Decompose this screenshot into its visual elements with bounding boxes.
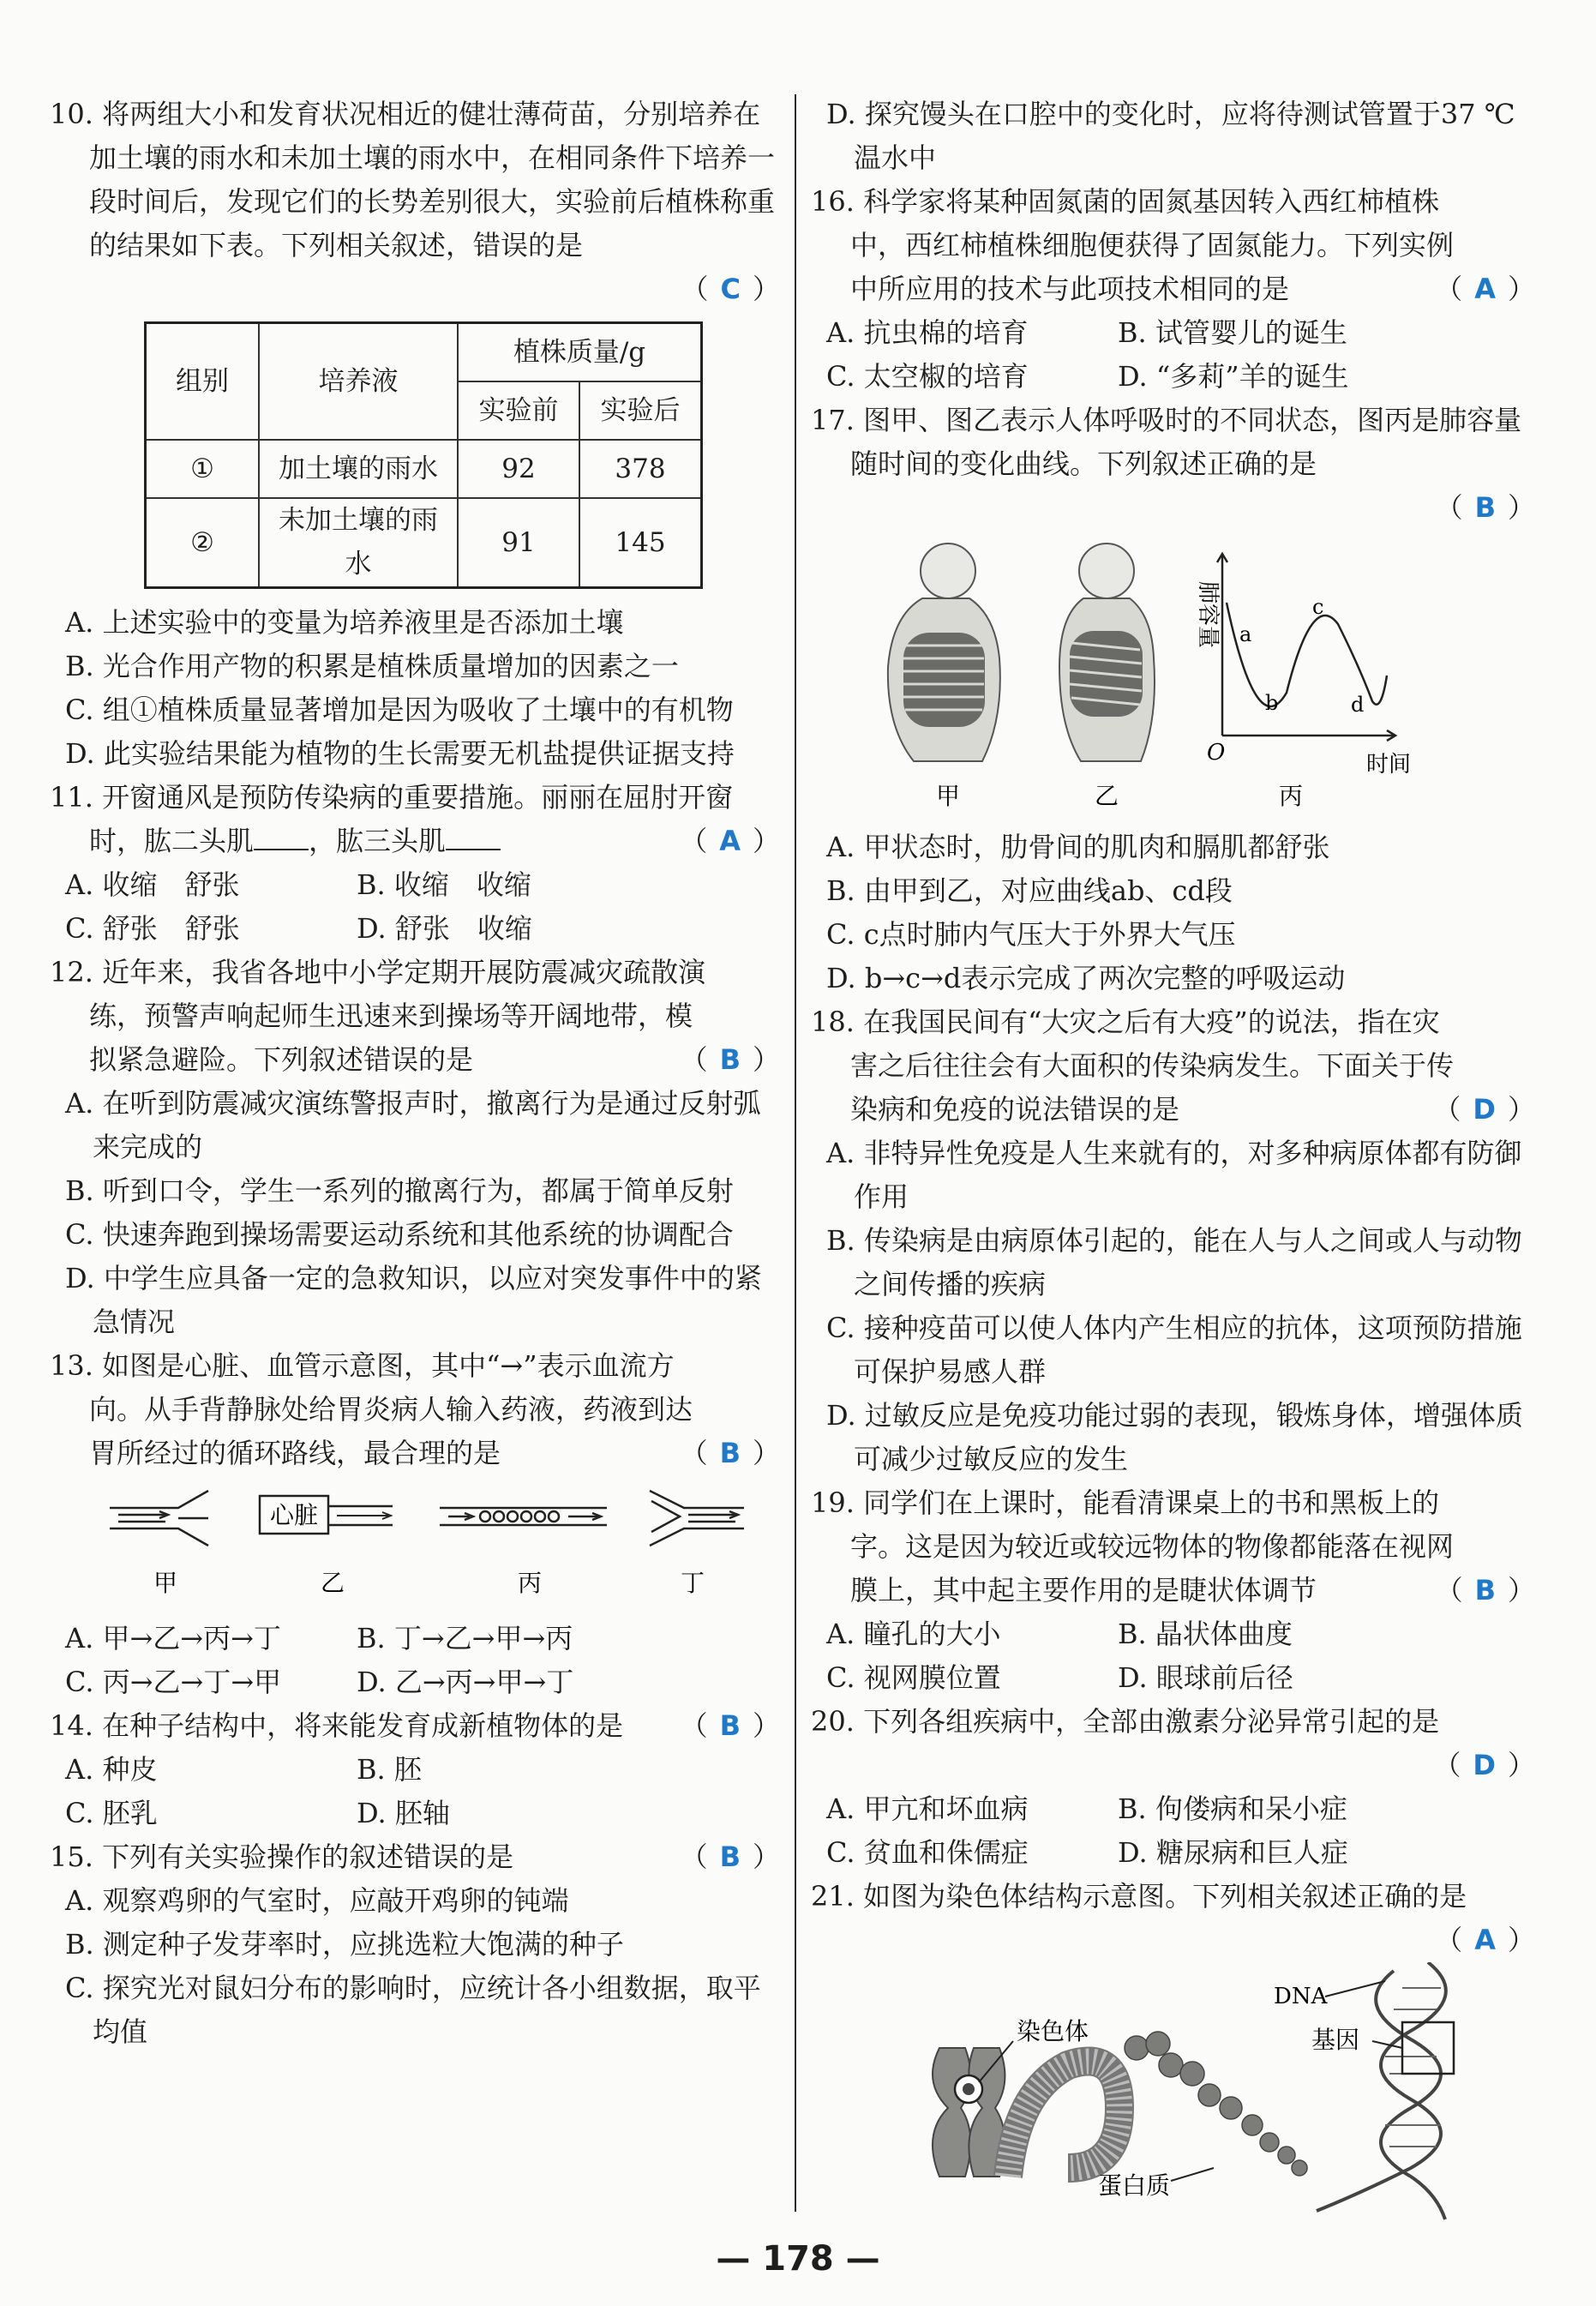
- option-d: D. 舒张 收缩: [357, 912, 532, 945]
- question-18: [811, 1000, 1535, 1481]
- figure-label-yi: 乙: [1094, 782, 1119, 810]
- torso-exhale-icon: [1059, 543, 1155, 761]
- question-10-stem: 10. 将两组大小和发育状况相近的健壮薄荷苗，分别培养在加土壤的雨水和未加土壤的雨水中，在相同条件下培养一段时间后，发现它们的长势差别很大，实验前后植株称重的结果如下表。下列相关叙述，错误的是: [50, 98, 776, 261]
- question-16-stem: 16. 科学家将某种固氮菌的固氮基因转入西红柿植株中，西红柿植株细胞便获得了固氮能力。下列实例中所应用的技术与此项技术相同的是: [811, 185, 1455, 305]
- question-11: [50, 776, 780, 951]
- answer-paren: （ B ）: [680, 1043, 780, 1076]
- option-a: A. 收缩 舒张: [65, 868, 240, 901]
- question-21: [811, 1875, 1535, 2241]
- option-b: B. 传染病是由病原体引起的，能在人与人之间或人与动物之间传播的疾病: [826, 1224, 1522, 1300]
- option-b: B. 试管婴儿的诞生: [1118, 316, 1347, 349]
- figure-label-jia: 甲: [935, 782, 961, 810]
- option-c: C. 太空椒的培育: [826, 360, 1029, 393]
- option-d: D. b→c→d表示完成了两次完整的呼吸运动: [826, 962, 1346, 994]
- option-c: C. 舒张 舒张: [65, 912, 240, 945]
- option-c: C. 快速奔跑到操场需要运动系统和其他系统的协调配合: [65, 1218, 734, 1251]
- answer-paren: （ D ）: [1433, 1093, 1535, 1126]
- option-c: C. 探究光对鼠妇分布的影响时，应统计各小组数据，取平均值: [65, 1972, 761, 2048]
- option-a: A. 甲亢和坏血病: [826, 1793, 1029, 1825]
- option-a: A. 瞳孔的大小: [826, 1618, 1001, 1650]
- vessel-jia-icon: [110, 1491, 208, 1546]
- option-a: A. 在听到防震减灾演练警报声时，撤离行为是通过反射弧来完成的: [65, 1087, 761, 1163]
- option-b: B. 胚: [357, 1753, 422, 1786]
- option-d: D. 胚轴: [357, 1797, 450, 1829]
- question-19-stem: 19. 同学们在上课时，能看清课桌上的书和黑板上的字。这是因为较近或较远物体的物像都能落在视网膜上，其中起主要作用的是睫状体调节: [811, 1486, 1455, 1606]
- option-d: D. 探究馒头在口腔中的变化时，应将待测试管置于37 ℃温水中: [826, 98, 1515, 174]
- column-divider: [795, 94, 796, 2212]
- option-c: C. 胚乳: [65, 1797, 158, 1829]
- question-12-answer: B: [719, 1043, 741, 1076]
- table-cell: 378: [579, 440, 702, 498]
- option-c: C. 丙→乙→丁→甲: [65, 1666, 282, 1698]
- option-d: D. 中学生应具备一定的急救知识，以应对突发事件中的紧急情况: [65, 1262, 762, 1338]
- option-b: B. 由甲到乙，对应曲线ab、cd段: [826, 874, 1233, 907]
- question-15-stem: 15. 下列有关实验操作的叙述错误的是: [50, 1841, 514, 1873]
- figure-label-jia: 甲: [153, 1569, 178, 1597]
- label-dna: DNA: [1274, 1984, 1328, 2009]
- answer-paren: （ B ）: [1435, 1574, 1535, 1606]
- table-row: [146, 498, 702, 588]
- question-21-answer: A: [1474, 1924, 1496, 1956]
- option-a: A. 抗虫棉的培育: [826, 316, 1029, 349]
- option-b: B. 收缩 收缩: [357, 868, 531, 901]
- answer-paren: （ D ）: [1433, 1749, 1535, 1781]
- option-a: A. 上述实验中的变量为培养液里是否添加土壤: [65, 606, 624, 639]
- answer-paren: （ B ）: [1435, 491, 1535, 524]
- left-column: [50, 93, 780, 2054]
- option-b: B. 测定种子发芽率时，应挑选粒大饱满的种子: [65, 1928, 624, 1961]
- option-b: B. 光合作用产物的积累是植株质量增加的因素之一: [65, 650, 679, 682]
- question-15-answer: B: [719, 1841, 741, 1873]
- question-13-stem: 13. 如图是心脏、血管示意图，其中“→”表示血流方向。从手背静脉处给胃炎病人输入药液，药液到达胃所经过的循环路线，最合理的是: [50, 1349, 693, 1469]
- option-c: C. 贫血和侏儒症: [826, 1836, 1029, 1869]
- option-d: D. “多莉”羊的诞生: [1118, 360, 1349, 393]
- breathing-figure: [811, 530, 1535, 813]
- capillary-icon: [440, 1508, 607, 1525]
- question-15: [50, 1835, 780, 2054]
- right-column: [811, 93, 1535, 2241]
- question-21-stem: 21. 如图为染色体结构示意图。下列相关叙述正确的是: [811, 1880, 1467, 1913]
- chromosome-diagram: [811, 1962, 1535, 2228]
- question-20: [811, 1700, 1535, 1875]
- figure-label-ding: 丁: [680, 1569, 705, 1597]
- question-20-answer: D: [1473, 1749, 1496, 1781]
- question-14-answer: B: [719, 1709, 741, 1742]
- option-d: D. 糖尿病和巨人症: [1118, 1836, 1348, 1869]
- option-b: B. 佝偻病和呆小症: [1118, 1793, 1347, 1825]
- table-row: [146, 440, 702, 498]
- option-d: D. 此实验结果能为植物的生长需要无机盐提供证据支持: [65, 737, 735, 770]
- table-header-mass: 植株质量/g: [458, 323, 702, 382]
- question-11-answer: A: [719, 825, 741, 857]
- table-cell: ②: [146, 498, 260, 588]
- option-b: B. 晶状体曲度: [1118, 1618, 1293, 1650]
- option-a: A. 甲→乙→丙→丁: [65, 1622, 281, 1654]
- page-footer: — 178 —: [716, 2239, 880, 2279]
- question-12-stem: 12. 近年来，我省各地中小学定期开展防震减灾疏散演练，预警声响起师生迅速来到操场等开阔地带，模拟紧急避险。下列叙述错误的是: [50, 956, 706, 1076]
- answer-blank: [446, 826, 501, 850]
- label-protein: 蛋白质: [1098, 2171, 1171, 2200]
- question-16: [811, 180, 1535, 399]
- option-c: C. 组①植株质量显著增加是因为吸收了土壤中的有机物: [65, 694, 734, 726]
- question-11-stem-b: ，肱三头肌: [309, 825, 447, 857]
- graph-point-c: c: [1312, 595, 1324, 619]
- table-cell: ①: [146, 440, 260, 498]
- question-19-answer: B: [1474, 1574, 1496, 1606]
- vessel-diagram: [50, 1475, 780, 1604]
- question-14-stem: 14. 在种子结构中，将来能发育成新植物体的是: [50, 1709, 624, 1742]
- page-number: 178: [762, 2239, 834, 2279]
- label-chromosome: 染色体: [1017, 2017, 1089, 2045]
- chromosome-icon: [933, 2048, 1005, 2177]
- graph-point-b: b: [1265, 691, 1279, 715]
- option-d: D. 眼球前后径: [1118, 1661, 1293, 1694]
- option-c: C. 视网膜位置: [826, 1661, 1001, 1694]
- option-d: D. 过敏反应是免疫功能过弱的表现，锻炼身体，增强体质可减少过敏反应的发生: [826, 1399, 1523, 1475]
- question-18-stem: 18. 在我国民间有“大灾之后有大疫”的说法，指在灾害之后往往会有大面积的传染病发生。下面关于传染病和免疫的说法错误的是: [811, 1006, 1455, 1126]
- table-cell: 未加土壤的雨水: [259, 498, 458, 588]
- answer-paren: （ B ）: [680, 1437, 780, 1469]
- graph-origin: O: [1207, 740, 1226, 766]
- answer-paren: （ A ）: [1435, 273, 1535, 305]
- question-13-answer: B: [719, 1437, 741, 1469]
- answer-paren: （ B ）: [680, 1709, 780, 1742]
- graph-point-a: a: [1239, 622, 1252, 646]
- option-b: B. 听到口令，学生一系列的撤离行为，都属于简单反射: [65, 1174, 734, 1207]
- heart-vessel-icon: [260, 1496, 393, 1534]
- data-table: [144, 321, 703, 589]
- table-header-after: 实验后: [579, 381, 702, 440]
- figure-label-yi: 乙: [320, 1569, 345, 1597]
- table-cell: 145: [579, 498, 702, 588]
- table-header-group: 组别: [146, 323, 260, 441]
- graph-point-d: d: [1351, 693, 1365, 717]
- option-c: C. 接种疫苗可以使人体内产生相应的抗体，这项预防措施可保护易感人群: [826, 1312, 1522, 1388]
- question-12: [50, 951, 780, 1344]
- option-a: A. 甲状态时，肋骨间的肌肉和膈肌都舒张: [826, 831, 1330, 863]
- answer-paren: （ A ）: [680, 825, 780, 857]
- vessel-ding-icon: [650, 1491, 744, 1546]
- graph-xlabel: 时间: [1366, 752, 1412, 778]
- figure-label-bing: 丙: [1278, 782, 1304, 810]
- option-b: B. 丁→乙→甲→丙: [357, 1622, 573, 1654]
- question-13: [50, 1344, 780, 1704]
- figure-label-bing: 丙: [517, 1569, 543, 1597]
- question-14: [50, 1704, 780, 1835]
- question-10-answer: C: [720, 273, 741, 305]
- answer-blank: [254, 826, 309, 850]
- question-16-answer: A: [1474, 273, 1496, 305]
- question-17-stem: 17. 图甲、图乙表示人体呼吸时的不同状态，图丙是肺容量随时间的变化曲线。下列叙述正确的是: [811, 404, 1522, 480]
- heart-label: 心脏: [269, 1501, 319, 1529]
- dna-helix-icon: [1317, 1962, 1454, 2219]
- table-header-solution: 培养液: [259, 323, 458, 441]
- option-a: A. 种皮: [65, 1753, 158, 1786]
- option-a: A. 非特异性免疫是人生来就有的，对多种病原体都有防御作用: [826, 1137, 1522, 1213]
- label-gene: 基因: [1311, 2026, 1360, 2054]
- option-a: A. 观察鸡卵的气室时，应敲开鸡卵的钝端: [65, 1884, 569, 1917]
- answer-paren: （ B ）: [680, 1841, 780, 1873]
- table-cell: 92: [458, 440, 579, 498]
- answer-paren: （ A ）: [1435, 1924, 1535, 1956]
- chromatin-fiber-icon: [1008, 2032, 1307, 2177]
- answer-paren: （ C ）: [681, 273, 780, 305]
- question-10: [50, 93, 780, 776]
- question-18-answer: D: [1473, 1093, 1496, 1126]
- lung-volume-graph: [1195, 554, 1411, 778]
- table-cell: 加土壤的雨水: [259, 440, 458, 498]
- table-cell: 91: [458, 498, 579, 588]
- question-11-stem-a: 11. 开窗通风是预防传染病的重要措施。丽丽在屈肘开窗时，肱二头肌: [50, 781, 734, 857]
- table-header-before: 实验前: [458, 381, 579, 440]
- option-d: D. 乙→丙→甲→丁: [357, 1666, 574, 1698]
- graph-ylabel: 肺容量: [1195, 581, 1221, 649]
- torso-inhale-icon: [888, 543, 1000, 761]
- question-19: [811, 1481, 1535, 1700]
- option-c: C. c点时肺内气压大于外界大气压: [826, 918, 1236, 951]
- question-20-stem: 20. 下列各组疾病中，全部由激素分泌异常引起的是: [811, 1705, 1440, 1738]
- question-17: [811, 399, 1535, 1000]
- question-17-answer: B: [1474, 491, 1496, 524]
